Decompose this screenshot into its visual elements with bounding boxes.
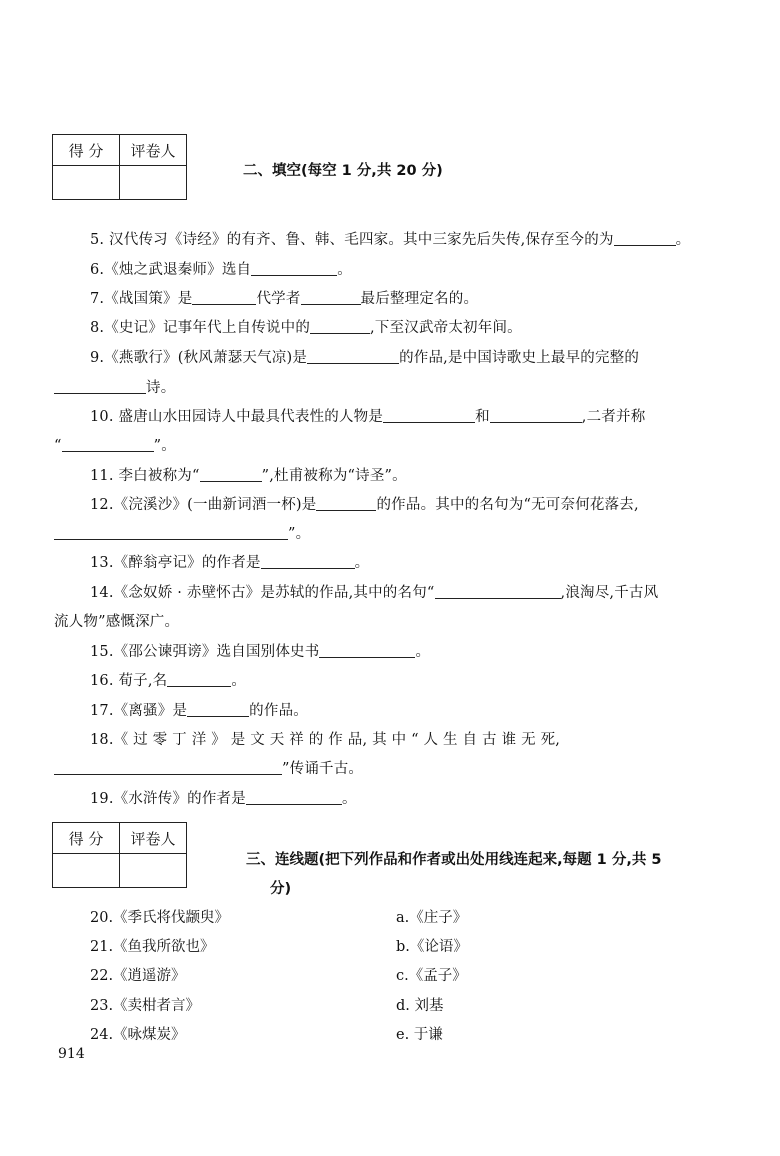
match-left-item: 23.《卖柑者言》: [90, 998, 201, 1014]
q16-text: 16. 荀子,名: [90, 673, 168, 689]
q12-end: ”。: [288, 526, 311, 542]
q18-end: ”传诵千古。: [282, 761, 364, 777]
q14-text: 14.《念奴娇 · 赤壁怀古》是苏轼的作品,其中的名句“: [90, 585, 435, 601]
answer-blank[interactable]: [251, 261, 337, 277]
page-number: 914: [58, 1046, 85, 1062]
question-6: [90, 258, 352, 279]
match-right-item: a.《庄子》: [396, 910, 468, 926]
answer-blank[interactable]: [246, 790, 342, 806]
question-10: [90, 405, 645, 426]
q6-end: 。: [337, 262, 352, 278]
q9-end: 诗。: [146, 380, 176, 396]
q14-end: 流人物”感慨深广。: [54, 614, 180, 630]
q16-end: 。: [231, 673, 247, 689]
question-13: [90, 551, 369, 572]
q14-mid: ,浪淘尽,千古风: [560, 585, 659, 601]
question-9-cont: [54, 376, 175, 397]
section2-title: 二、填空(每空 1 分,共 20 分): [243, 163, 443, 179]
q9-text: 9.《燕歌行》(秋风萧瑟天气凉)是: [90, 350, 308, 366]
match-right-item: e. 于谦: [396, 1027, 443, 1043]
answer-blank[interactable]: [307, 349, 399, 365]
match-left-item: 24.《咏煤炭》: [90, 1027, 186, 1043]
q5-end: 。: [675, 232, 691, 248]
q15-text: 15.《邵公谏弭谤》选自国别体史书: [90, 644, 320, 660]
answer-blank[interactable]: [490, 408, 582, 424]
grader-header: 评卷人: [120, 135, 187, 166]
answer-blank[interactable]: [614, 231, 676, 247]
answer-blank[interactable]: [187, 702, 249, 718]
match-right-item: b.《论语》: [396, 939, 468, 955]
section3-title-cont: 分): [270, 881, 292, 897]
q7-end: 最后整理定名的。: [360, 291, 479, 307]
q8-end: ,下至汉武帝太初年间。: [370, 320, 522, 336]
q10-text: 10. 盛唐山水田园诗人中最具代表性的人物是: [90, 409, 384, 425]
answer-blank[interactable]: [383, 408, 475, 424]
answer-blank[interactable]: [200, 467, 262, 483]
q12-mid: 的作品。其中的名句为“无可奈何花落去,: [376, 497, 639, 513]
question-15: [90, 640, 430, 661]
q6-text: 6.《烛之武退秦师》选自: [90, 262, 252, 278]
question-10-cont: [54, 434, 176, 455]
section3-title: 三、连线题(把下列作品和作者或出处用线连起来,每题 1 分,共 5: [246, 852, 662, 868]
score-header: 得 分: [53, 135, 120, 166]
score-cell[interactable]: [53, 854, 120, 888]
answer-blank[interactable]: [316, 496, 376, 512]
score-cell[interactable]: [53, 166, 120, 200]
q10-mid: ,二者并称: [581, 409, 646, 425]
q19-text: 19.《水浒传》的作者是: [90, 791, 246, 807]
answer-blank[interactable]: [310, 319, 370, 335]
q19-end: 。: [341, 791, 357, 807]
question-8: [90, 316, 522, 337]
answer-blank[interactable]: [192, 290, 256, 306]
match-right-item: d. 刘基: [396, 998, 444, 1014]
answer-blank[interactable]: [54, 379, 146, 395]
q17-end: 的作品。: [249, 703, 308, 719]
score-table-section3: [52, 822, 187, 888]
answer-blank[interactable]: [261, 554, 355, 570]
answer-blank[interactable]: [435, 584, 561, 600]
answer-blank[interactable]: [54, 525, 288, 541]
q15-end: 。: [415, 644, 431, 660]
question-14: [90, 581, 658, 602]
match-right-item: c.《孟子》: [396, 968, 467, 984]
answer-blank[interactable]: [319, 643, 415, 659]
match-left-item: 20.《季氏将伐颛臾》: [90, 910, 230, 926]
question-19: [90, 787, 357, 808]
answer-blank[interactable]: [62, 437, 154, 453]
q5-text: 5. 汉代传习《诗经》的有齐、鲁、韩、毛四家。其中三家先后失传,保存至今的为: [90, 232, 614, 248]
q9-mid: 的作品,是中国诗歌史上最早的完整的: [399, 350, 640, 366]
question-9: [90, 346, 639, 367]
question-14-cont: [54, 610, 179, 631]
question-11: [90, 464, 407, 485]
match-left-item: 22.《逍遥游》: [90, 968, 186, 984]
q17-text: 17.《离骚》是: [90, 703, 188, 719]
grader-cell[interactable]: [120, 854, 187, 888]
q11-text: 11. 李白被称为“: [90, 468, 200, 484]
q13-text: 13.《醉翁亭记》的作者是: [90, 555, 261, 571]
q12-text: 12.《浣溪沙》(一曲新词酒一杯)是: [90, 497, 317, 513]
q10-and: 和: [475, 409, 490, 425]
q7-mid: 代学者: [256, 291, 301, 307]
q10-end: ”。: [153, 438, 176, 454]
q8-text: 8.《史记》记事年代上自传说中的: [90, 320, 311, 336]
q13-end: 。: [354, 555, 370, 571]
q7-text: 7.《战国策》是: [90, 291, 193, 307]
question-5: [90, 228, 690, 249]
question-12: [90, 493, 639, 514]
q18-text: 18.《 过 零 丁 洋 》 是 文 天 祥 的 作 品, 其 中 “ 人 生 自 古 谁 无 死,: [90, 732, 561, 748]
question-7: [90, 287, 478, 308]
grader-cell[interactable]: [120, 166, 187, 200]
question-17: [90, 699, 308, 720]
question-18: [90, 728, 560, 749]
score-header: 得 分: [53, 823, 120, 854]
answer-blank[interactable]: [301, 290, 361, 306]
question-18-cont: [54, 757, 363, 778]
question-16: [90, 669, 246, 690]
match-left-item: 21.《鱼我所欲也》: [90, 939, 215, 955]
score-table-section2: [52, 134, 187, 200]
answer-blank[interactable]: [54, 760, 282, 776]
q10-open-quote: “: [54, 438, 62, 454]
q11-end: ”,杜甫被称为“诗圣”。: [261, 468, 407, 484]
answer-blank[interactable]: [167, 672, 231, 688]
grader-header: 评卷人: [120, 823, 187, 854]
question-12-cont: [54, 522, 310, 543]
